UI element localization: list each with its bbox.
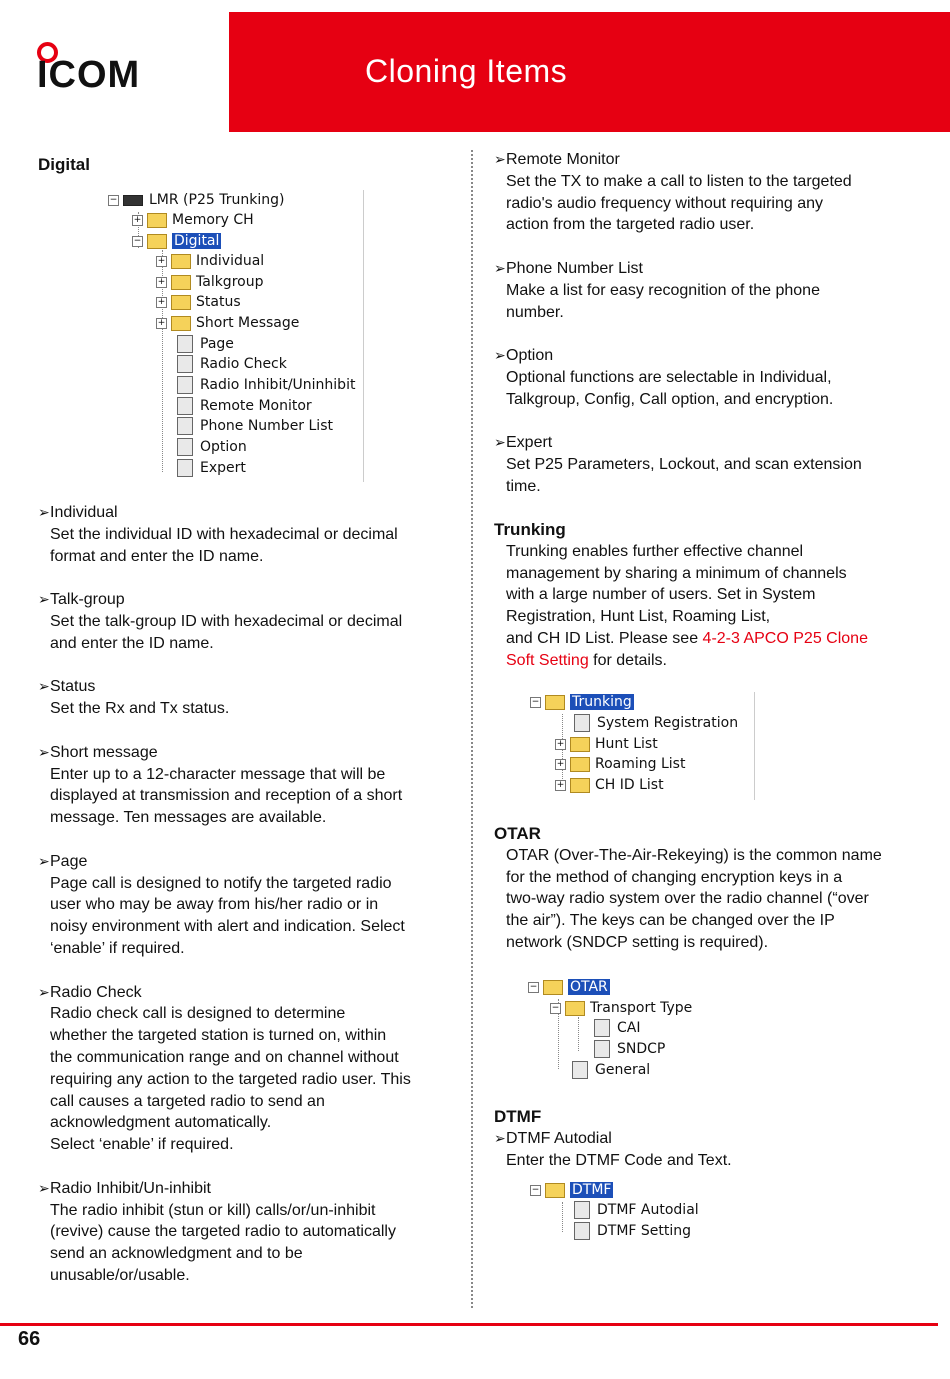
tree-node-general[interactable]: General	[572, 1060, 650, 1080]
tree-node-dtmf-autodial[interactable]: DTMF Autodial	[574, 1200, 699, 1220]
item-short-message: ➢Short message Enter up to a 12-character message that will be displayed at transmission and reception of a short message. Ten messages are available.	[38, 743, 403, 827]
folder-icon	[171, 316, 191, 331]
tree-node-option[interactable]: Option	[177, 437, 247, 457]
trunking-reference-2: Soft Setting for details.	[506, 651, 667, 669]
title-banner	[229, 12, 950, 132]
folder-icon	[171, 295, 191, 310]
arrow-bullet-icon: ➢	[494, 151, 506, 167]
tree-node-individual[interactable]: + Individual	[157, 253, 265, 269]
item-radio-check: ➢Radio Check Radio check call is designed to determine whether the targeted station is turned on, within the communication range and on channel without requiring any action to the targeted radio user. This call causes a targeted radio to send an acknowledgment automatically. Select ‘enable’ if required.	[38, 983, 411, 1154]
tree-node-expert[interactable]: Expert	[177, 458, 246, 478]
column-divider	[471, 150, 473, 1308]
tree-node-root[interactable]: − LMR (P25 Trunking)	[109, 192, 285, 208]
folder-icon	[565, 1001, 585, 1016]
arrow-bullet-icon: ➢	[38, 504, 50, 520]
section-heading-otar: OTAR	[494, 824, 541, 843]
arrow-bullet-icon: ➢	[494, 347, 506, 364]
radio-icon	[123, 195, 143, 206]
tree-node-transport-type[interactable]: − Transport Type	[551, 1000, 693, 1016]
trunking-reference: and CH ID List. Please see 4-2-3 APCO P25 Clone	[506, 629, 868, 647]
tree-node-cai[interactable]: CAI	[594, 1018, 640, 1038]
item-status: ➢Status Set the Rx and Tx status.	[38, 678, 230, 718]
item-remote-monitor: ➢Remote Monitor Set the TX to make a call to listen to the targeted radio's audio frequency without requiring any action from the targeted radio user.	[494, 151, 852, 234]
right-items	[494, 149, 924, 520]
page-title: Cloning Items	[365, 53, 568, 89]
left-column	[38, 154, 458, 176]
left-items	[38, 502, 463, 1308]
arrow-bullet-icon: ➢	[38, 852, 50, 869]
footer-rule	[0, 1323, 938, 1326]
document-icon	[574, 1201, 590, 1219]
tree-node-radio-inhibit[interactable]: Radio Inhibit/Uninhibit	[177, 375, 355, 395]
document-icon	[177, 355, 193, 373]
document-icon	[594, 1040, 610, 1058]
tree-node-talkgroup[interactable]: + Talkgroup	[157, 274, 264, 290]
otar-tree	[528, 977, 728, 1083]
tree-node-hunt-list[interactable]: + Hunt List	[556, 736, 658, 752]
tree-node-otar[interactable]: − OTAR	[529, 979, 608, 995]
document-icon	[177, 335, 193, 353]
item-phone-number-list: ➢Phone Number List Make a list for easy recognition of the phone number.	[494, 259, 820, 321]
tree-node-dtmf[interactable]: − DTMF	[531, 1182, 612, 1198]
folder-icon	[570, 778, 590, 793]
arrow-bullet-icon: ➢	[494, 1129, 506, 1146]
folder-icon	[171, 275, 191, 290]
reference-link-2[interactable]: Soft Setting	[506, 651, 589, 669]
trunking-description: Trunking enables further effective channel management by sharing a minimum of channels with a large number of users. Set in System Registration, Hunt List, Roaming List,	[506, 542, 847, 626]
tree-node-page[interactable]: Page	[177, 334, 234, 354]
item-individual: ➢Individual Set the individual ID with hexadecimal or decimal format and enter the ID name.	[38, 504, 398, 565]
tree-node-ch-id-list[interactable]: + CH ID List	[556, 777, 664, 793]
item-radio-inhibit: ➢Radio Inhibit/Un-inhibit The radio inhibit (stun or kill) calls/or/un-inhibit (revive) cause the targeted radio to automatically send an acknowledgment and to be unusable/or/usable.	[38, 1179, 396, 1284]
item-expert: ➢Expert Set P25 Parameters, Lockout, and scan extension time.	[494, 434, 862, 495]
dtmf-description: Enter the DTMF Code and Text.	[506, 1151, 732, 1169]
otar-section	[494, 823, 924, 954]
section-heading-trunking: Trunking	[494, 520, 566, 539]
item-page: ➢Page Page call is designed to notify the targeted radio user who may be away from his/her radio or in noisy environment with alert and indication. Select ‘enable’ if required.	[38, 852, 405, 957]
folder-icon	[570, 757, 590, 772]
tree-node-sndcp[interactable]: SNDCP	[594, 1039, 665, 1059]
tree-node-short-message[interactable]: + Short Message	[157, 315, 300, 331]
document-icon	[177, 417, 193, 435]
dtmf-tree	[530, 1180, 710, 1242]
trunking-tree	[530, 692, 755, 800]
tree-node-roaming-list[interactable]: + Roaming List	[556, 756, 686, 772]
digital-tree	[108, 190, 368, 482]
folder-icon	[147, 234, 167, 249]
document-icon	[177, 459, 193, 477]
section-heading-digital: Digital	[38, 155, 90, 174]
document-icon	[177, 397, 193, 415]
arrow-bullet-icon: ➢	[38, 983, 50, 1000]
tree-node-digital[interactable]: − Digital	[133, 233, 220, 249]
arrow-bullet-icon: ➢	[494, 434, 506, 451]
reference-link[interactable]: 4-2-3 APCO P25 Clone	[702, 629, 868, 647]
folder-icon	[147, 213, 167, 228]
tree-node-radio-check[interactable]: Radio Check	[177, 354, 287, 374]
tree-node-memory-ch[interactable]: + Memory CH	[133, 212, 254, 228]
tree-node-trunking[interactable]: − Trunking	[531, 694, 632, 710]
folder-icon	[570, 737, 590, 752]
arrow-bullet-icon: ➢	[38, 743, 50, 760]
arrow-bullet-icon: ➢	[38, 591, 50, 608]
item-option: ➢Option Optional functions are selectable in Individual, Talkgroup, Config, Call option, and encryption.	[494, 347, 834, 408]
trunking-section	[494, 519, 924, 672]
arrow-bullet-icon: ➢	[38, 1179, 50, 1196]
tree-node-phone-number-list[interactable]: Phone Number List	[177, 416, 333, 436]
dtmf-autodial-title: DTMF Autodial	[506, 1129, 612, 1147]
folder-icon	[545, 1183, 565, 1198]
document-icon	[572, 1061, 588, 1079]
document-icon	[574, 1222, 590, 1240]
dtmf-section	[494, 1106, 924, 1171]
page-number: 66	[18, 1328, 41, 1350]
document-icon	[594, 1019, 610, 1037]
document-icon	[177, 438, 193, 456]
logo-text: ICOM	[37, 54, 141, 96]
document-icon	[574, 714, 590, 732]
tree-node-status[interactable]: + Status	[157, 294, 241, 310]
icom-logo	[33, 40, 158, 100]
otar-description: OTAR (Over-The-Air-Rekeying) is the common name for the method of changing encryption keys in a two-way radio system over the radio channel (“over the air”). The keys can be changed over the IP network (SNDCP setting is required).	[506, 846, 882, 951]
folder-icon	[543, 980, 563, 995]
tree-node-system-registration[interactable]: System Registration	[574, 713, 738, 733]
section-heading-dtmf: DTMF	[494, 1107, 542, 1126]
folder-icon	[171, 254, 191, 269]
document-icon	[177, 376, 193, 394]
arrow-bullet-icon: ➢	[38, 678, 50, 695]
item-talk-group: ➢Talk-group Set the talk-group ID with hexadecimal or decimal and enter the ID name.	[38, 591, 403, 652]
arrow-bullet-icon: ➢	[494, 259, 506, 276]
tree-node-dtmf-setting[interactable]: DTMF Setting	[574, 1221, 691, 1241]
folder-icon	[545, 695, 565, 710]
tree-node-remote-monitor[interactable]: Remote Monitor	[177, 396, 312, 416]
